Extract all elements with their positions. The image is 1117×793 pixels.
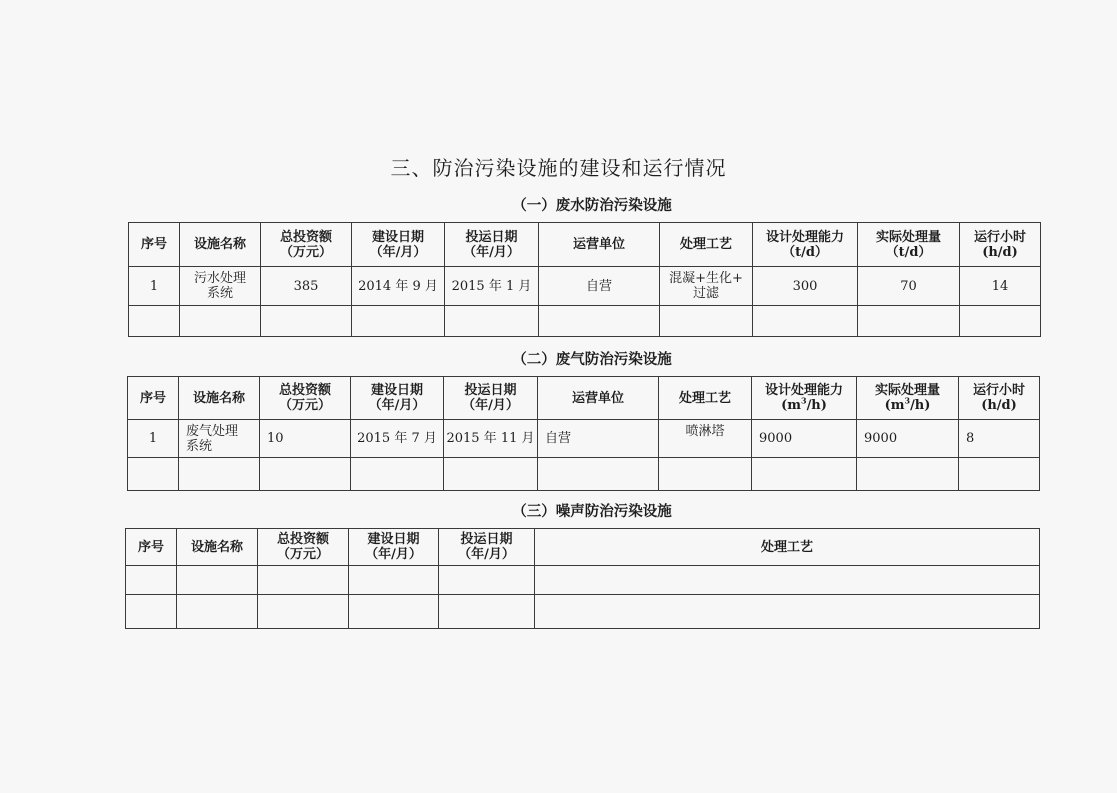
header-seq: 序号 (126, 529, 177, 566)
header-hours: 运行小时 (h/d) (959, 377, 1040, 420)
header-build-date: 建设日期 （年/月） (349, 529, 439, 566)
header-name: 设施名称 (180, 223, 261, 267)
table-row-empty (129, 306, 1041, 337)
header-name: 设施名称 (179, 377, 260, 420)
noise-table (125, 528, 1040, 629)
header-actual: 实际处理量 （t/d） (858, 223, 960, 267)
table-row-empty (126, 566, 1040, 595)
section-title: 三、防治污染设施的建设和运行情况 (390, 156, 727, 180)
header-build-date: 建设日期 （年/月） (352, 223, 445, 267)
cell-name: 废气处理 系统 (179, 420, 260, 458)
cell-build-date: 2015 年 7 月 (351, 420, 444, 458)
table-header-row (128, 377, 1040, 420)
header-run-date: 投运日期 （年/月） (439, 529, 535, 566)
header-operator: 运营单位 (538, 377, 659, 420)
cell-operator: 自营 (538, 420, 659, 458)
table-row (128, 420, 1040, 458)
header-capacity: 设计处理能力 $(m^3/h)$ (752, 377, 857, 420)
cell-build-date: 2014 年 9 月 (352, 267, 445, 306)
cell-actual: 9000 (857, 420, 959, 458)
cell-invest: 10 (260, 420, 351, 458)
cell-seq: 1 (129, 267, 180, 306)
cell-hours: 8 (959, 420, 1040, 458)
table-row (129, 267, 1041, 306)
cell-invest: 385 (261, 267, 352, 306)
table-header-row (126, 529, 1040, 566)
table-row-empty (128, 458, 1040, 491)
cell-process: 混凝+生化+ 过滤 (660, 267, 753, 306)
cell-capacity: 300 (753, 267, 858, 306)
exhaust-gas-table (127, 376, 1040, 491)
table-header-row (129, 223, 1041, 267)
header-invest: 总投资额 （万元） (260, 377, 351, 420)
header-invest: 总投资额 （万元） (258, 529, 349, 566)
cell-capacity: 9000 (752, 420, 857, 458)
header-run-date: 投运日期 （年/月） (444, 377, 538, 420)
header-process: 处理工艺 (659, 377, 752, 420)
wastewater-subtitle: （一）废水防治污染设施 (512, 197, 672, 214)
header-name: 设施名称 (177, 529, 258, 566)
header-run-date: 投运日期 （年/月） (445, 223, 539, 267)
header-seq: 序号 (129, 223, 180, 267)
cell-run-date: 2015 年 11 月 (444, 420, 538, 458)
cell-run-date: 2015 年 1 月 (445, 267, 539, 306)
cell-actual: 70 (858, 267, 960, 306)
wastewater-table (128, 222, 1041, 337)
header-process: 处理工艺 (660, 223, 753, 267)
header-capacity: 设计处理能力 （t/d） (753, 223, 858, 267)
exhaust-gas-subtitle: （二）废气防治污染设施 (512, 351, 672, 368)
header-build-date: 建设日期 （年/月） (351, 377, 444, 420)
cell-hours: 14 (960, 267, 1041, 306)
header-seq: 序号 (128, 377, 179, 420)
header-actual: 实际处理量 $(m^3/h)$ (857, 377, 959, 420)
table-row-empty (126, 595, 1040, 629)
header-operator: 运营单位 (539, 223, 660, 267)
cell-seq: 1 (128, 420, 179, 458)
cell-name: 污水处理 系统 (180, 267, 261, 306)
cell-operator: 自营 (539, 267, 660, 306)
header-process: 处理工艺 (535, 529, 1040, 566)
noise-subtitle: （三）噪声防治污染设施 (512, 503, 672, 520)
cell-process: 喷淋塔 (659, 420, 752, 458)
header-invest: 总投资额 （万元） (261, 223, 352, 267)
header-hours: 运行小时 (h/d) (960, 223, 1041, 267)
